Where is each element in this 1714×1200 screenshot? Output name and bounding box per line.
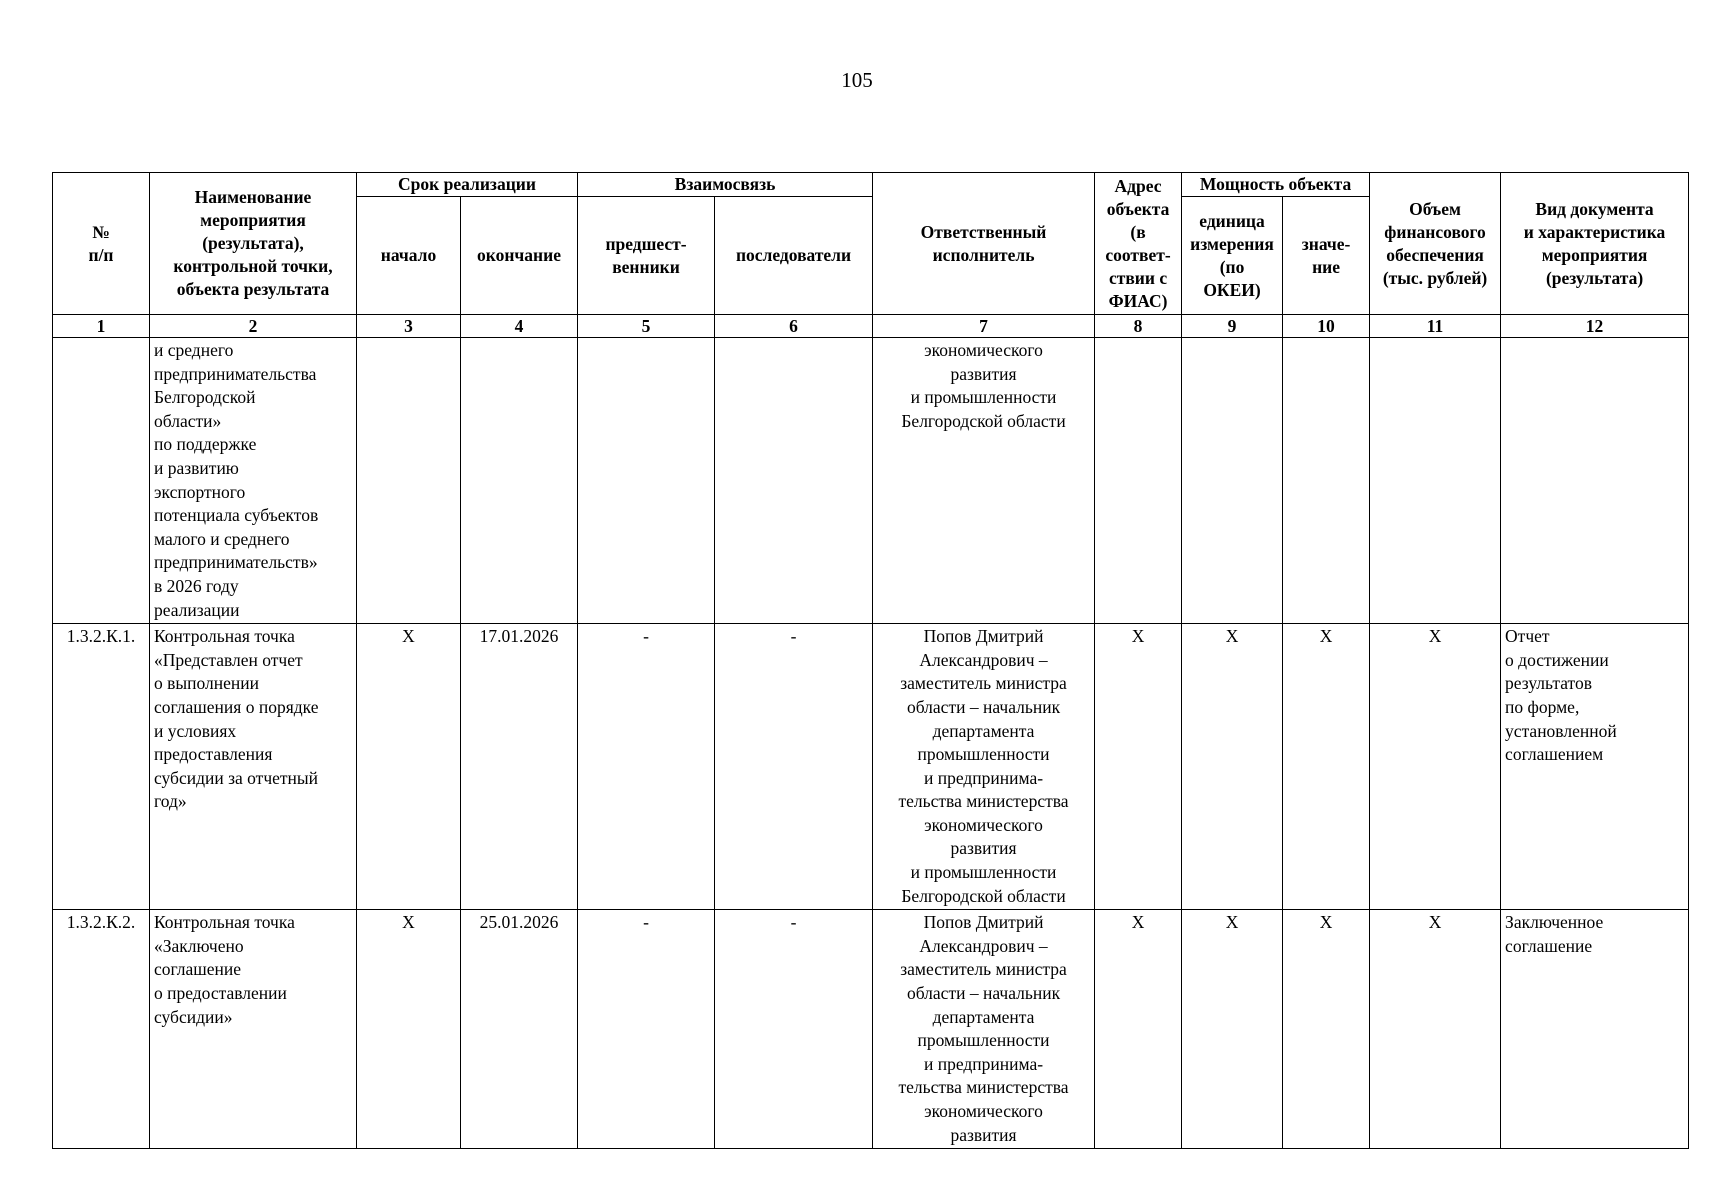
plan-table (52, 172, 1689, 1149)
row-end: 25.01.2026 (461, 910, 578, 1149)
row-start: X (357, 910, 461, 1149)
row-name: и среднего предпринимательства Белгородской области» по поддержке и развитию экспортного потенциала субъектов малого и среднего предпринимательств» в 2026 году реализации (150, 338, 357, 624)
row-predecessors: - (578, 624, 715, 910)
row-doc: Отчет о достижении результатов по форме, установленной соглашением (1501, 624, 1689, 910)
row-finance (1370, 338, 1501, 624)
row-responsible: экономического развития и промышленности Белгородской области (873, 338, 1095, 624)
header-start: начало (357, 197, 461, 315)
column-number: 3 (357, 315, 461, 338)
row-name: Контрольная точка «Заключено соглашение о предоставлении субсидии» (150, 910, 357, 1149)
row-end (461, 338, 578, 624)
row-address (1095, 338, 1182, 624)
header-value: значе- ние (1283, 197, 1370, 315)
row-name: Контрольная точка «Представлен отчет о выполнении соглашения о порядке и условиях предоставления субсидии за отчетный год» (150, 624, 357, 910)
header-vzaim: Взаимосвязь (578, 173, 873, 197)
header-address: Адрес объекта (в соответ- ствии с ФИАС) (1095, 173, 1182, 315)
table-row (53, 338, 1689, 624)
row-responsible: Попов Дмитрий Александрович – заместитель министра области – начальник департамента промышленности и предпринима- тельства министерства экономического развития (873, 910, 1095, 1149)
row-end: 17.01.2026 (461, 624, 578, 910)
column-number: 9 (1182, 315, 1283, 338)
column-number: 6 (715, 315, 873, 338)
column-number: 1 (53, 315, 150, 338)
header-row-1 (53, 173, 1689, 197)
row-num: 1.3.2.К.1. (53, 624, 150, 910)
row-num (53, 338, 150, 624)
header-moshch: Мощность объекта (1182, 173, 1370, 197)
column-number: 8 (1095, 315, 1182, 338)
header-srok: Срок реализации (357, 173, 578, 197)
row-successors (715, 338, 873, 624)
table-row (53, 624, 1689, 910)
row-responsible: Попов Дмитрий Александрович – заместитель министра области – начальник департамента промышленности и предпринима- тельства министерства экономического развития и промышленности Белгородской области (873, 624, 1095, 910)
header-responsible: Ответственный исполнитель (873, 173, 1095, 315)
header-end: окончание (461, 197, 578, 315)
row-successors: - (715, 910, 873, 1149)
column-number: 4 (461, 315, 578, 338)
row-doc: Заключенное соглашение (1501, 910, 1689, 1149)
header-name: Наименование мероприятия (результата), контрольной точки, объекта результата (150, 173, 357, 315)
row-doc (1501, 338, 1689, 624)
column-number: 11 (1370, 315, 1501, 338)
row-predecessors (578, 338, 715, 624)
column-number-row (53, 315, 1689, 338)
row-value: X (1283, 910, 1370, 1149)
header-num: № п/п (53, 173, 150, 315)
row-address: X (1095, 624, 1182, 910)
header-finance: Объем финансового обеспечения (тыс. рублей) (1370, 173, 1501, 315)
row-finance: X (1370, 624, 1501, 910)
row-successors: - (715, 624, 873, 910)
column-number: 10 (1283, 315, 1370, 338)
row-start: X (357, 624, 461, 910)
header-predecessors: предшест- венники (578, 197, 715, 315)
header-unit: единица измерения (по ОКЕИ) (1182, 197, 1283, 315)
row-unit: X (1182, 910, 1283, 1149)
column-number: 7 (873, 315, 1095, 338)
row-num: 1.3.2.К.2. (53, 910, 150, 1149)
row-unit: X (1182, 624, 1283, 910)
column-number: 12 (1501, 315, 1689, 338)
column-number: 2 (150, 315, 357, 338)
table-row (53, 910, 1689, 1149)
row-unit (1182, 338, 1283, 624)
column-number: 5 (578, 315, 715, 338)
row-start (357, 338, 461, 624)
row-value: X (1283, 624, 1370, 910)
row-predecessors: - (578, 910, 715, 1149)
page-number: 105 (841, 68, 873, 92)
header-successors: последователи (715, 197, 873, 315)
row-address: X (1095, 910, 1182, 1149)
row-value (1283, 338, 1370, 624)
header-doc: Вид документа и характеристика мероприятия (результата) (1501, 173, 1689, 315)
row-finance: X (1370, 910, 1501, 1149)
